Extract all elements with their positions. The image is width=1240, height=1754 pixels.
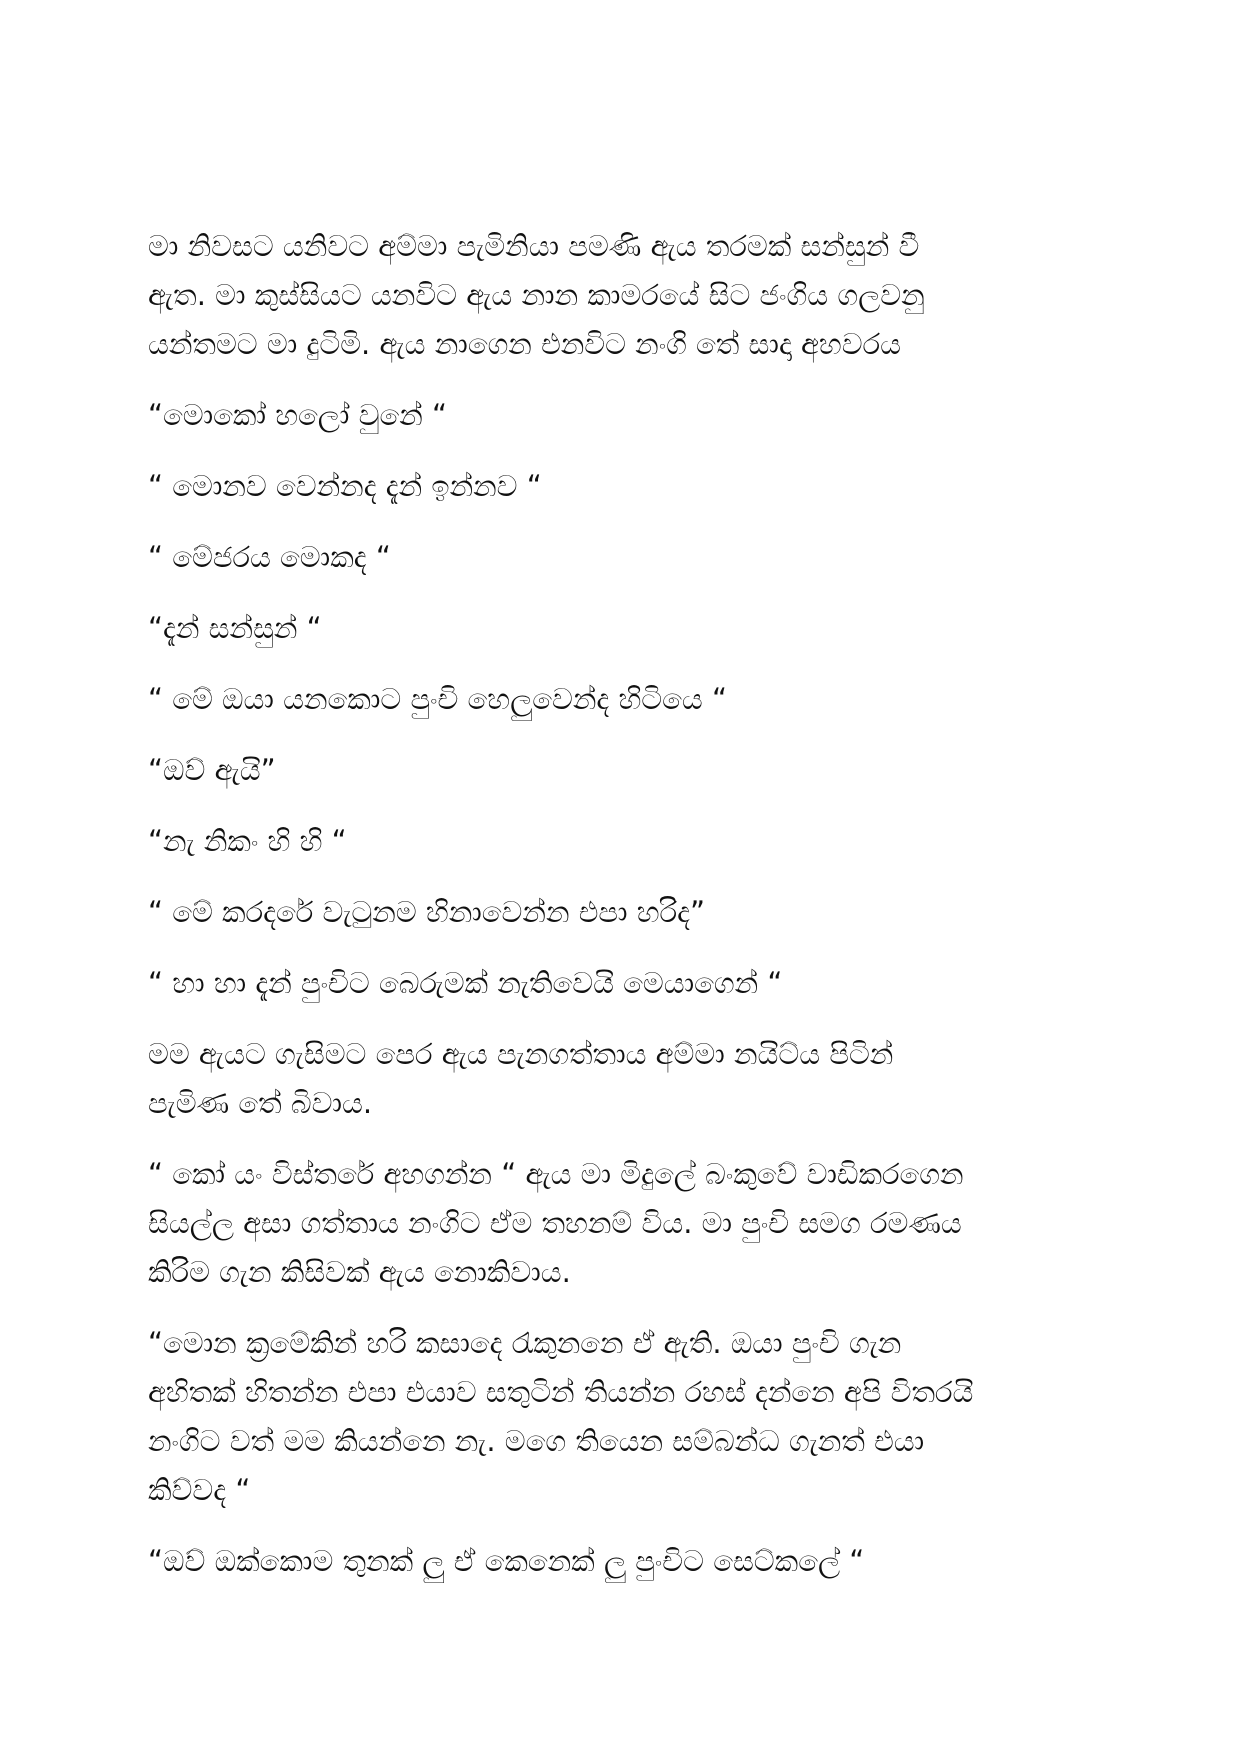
body-text bbox=[148, 222, 1108, 1608]
text-line: මා නිවසට යනිවට අම්මා පැමිනියා පමණි ඇය තරමක් සන්සුන් වී bbox=[148, 229, 920, 263]
text-line: කිව්වද “ bbox=[148, 1473, 251, 1507]
dialogue-line-2: “ මොනව වෙන්නද දැන් ඉන්නව “ bbox=[148, 469, 542, 503]
dialogue-line-6: “ඔව් ඇයි” bbox=[148, 753, 276, 787]
paragraph-4 bbox=[148, 1319, 1108, 1515]
text-line: “මොන ක්‍රමේකින් හරි කසාදෙ රැකුනනෙ ඒ ඇති. ඔයා පුංචි ගැන bbox=[148, 1326, 902, 1360]
text-line: අහිතක් හිතන්න එපා එයාව සතුටින් තියන්න රහස් දන්නෙ අපි විතරයි bbox=[148, 1375, 974, 1409]
dialogue-line-10: “ඔව් ඔක්කොම තුනක් ලු ඒ කෙනෙක් ලු පුංචිට සෙට්කලේ “ bbox=[148, 1544, 865, 1578]
paragraph-1 bbox=[148, 222, 1108, 369]
text-line: යන්තමට මා දුටිමි. ඇය නාගෙන එනවිට නංගි තේ සාදා අහවරය bbox=[148, 327, 901, 361]
paragraph-3 bbox=[148, 1150, 1108, 1297]
dialogue-line-4: “දැන් සන්සුන් “ bbox=[148, 611, 322, 645]
dialogue-line-5: “ මේ ඔයා යනකොට පුංචි හෙලුවෙන්ද හිටියෙ “ bbox=[148, 682, 727, 716]
dialogue-line-9: “ හා හා දැන් පුංචිට බෙරුමක් නැතිවෙයි මෙයාගෙන් “ bbox=[148, 966, 783, 1000]
paragraph-2 bbox=[148, 1030, 1108, 1128]
text-line: පැමිණ තේ බිවාය. bbox=[148, 1086, 373, 1120]
dialogue-line-3: “ මේජරය මොකද “ bbox=[148, 540, 391, 574]
dialogue-line-8: “ මේ කරදරේ වැටුනම හිනාවෙන්න එපා හරිද” bbox=[148, 895, 705, 929]
text-line: නංගිට වත් මම කියන්නෙ නැ. මගෙ තියෙන සම්බන්ධ ගැනත් එයා bbox=[148, 1424, 925, 1458]
text-line: කිරිම ගැන කිසිවක් ඇය නොකිවාය. bbox=[148, 1255, 571, 1289]
text-line: මම ඇයට ගැසිමට පෙර ඇය පැනගත්තාය අම්මා නයිට්ය පිටින් bbox=[148, 1037, 894, 1071]
dialogue-line-1: “මොකෝ හලෝ වුනේ “ bbox=[148, 398, 448, 432]
text-line: “ කෝ යං විස්තරේ අහගන්න “ ඇය මා මිදුලේ බංකුවේ වාඩිකරගෙන bbox=[148, 1157, 964, 1191]
dialogue-line-7: “නැ නිකං හි හි “ bbox=[148, 824, 347, 858]
text-line: සියල්ල අසා ගත්තාය නංගිට ඒම තහනම් විය. මා පුංචි සමග රමණය bbox=[148, 1206, 962, 1240]
text-line: ඇත. මා කුස්සියට යනවිට ඇය නාන කාමරයේ සිට ජංගිය ගලවනු bbox=[148, 278, 925, 312]
